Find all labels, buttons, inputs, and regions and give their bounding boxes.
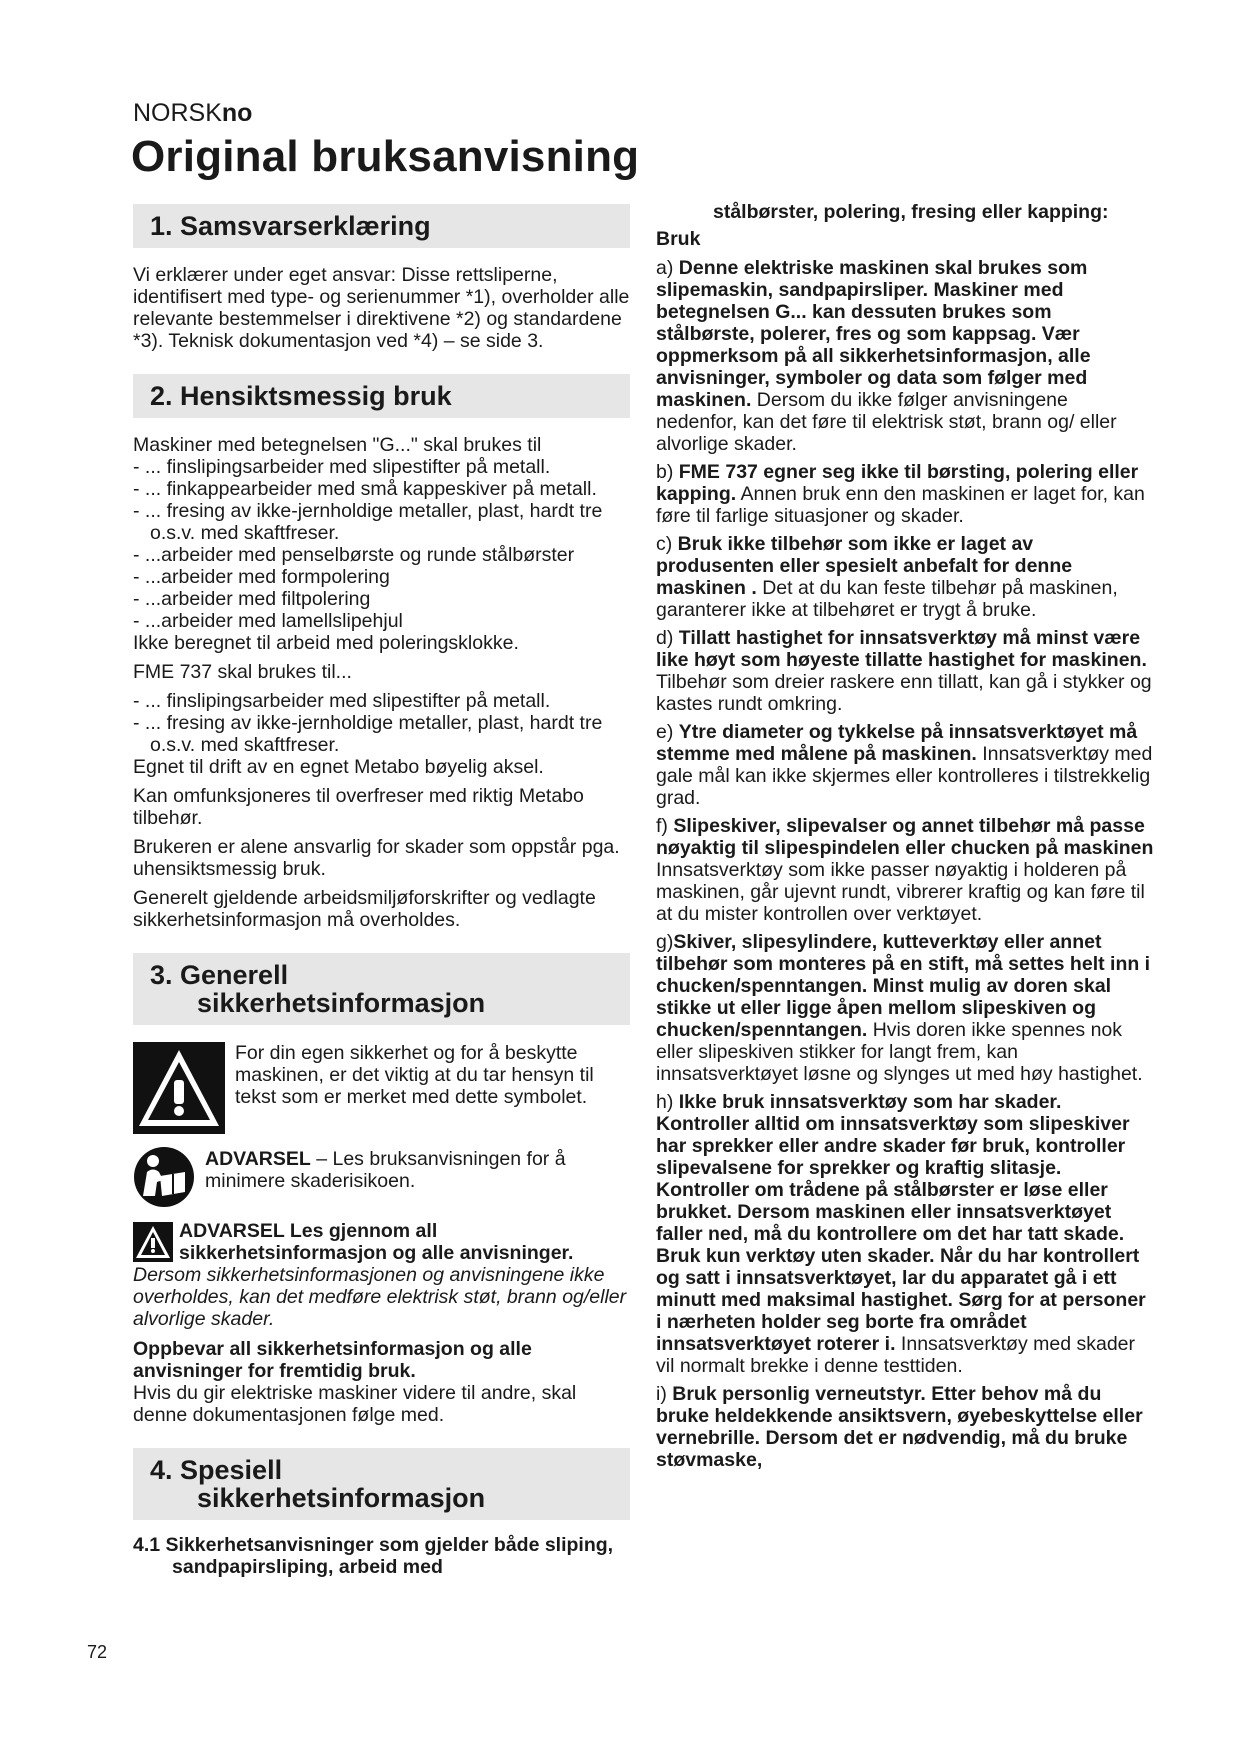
safety-item-a: a) Denne elektriske maskinen skal brukes som slipemaskin, sandpapirsliper. Maskiner med betegnelsen G... kan dessuten brukes som stålbørste, polerer, fres og som kappsag. Vær oppmerksom på all sikkerhetsinformasjon, alle anvisninger, symboler og data som følger med maskinen. Dersom du ikke følger anvisningene nedenfor, kan det føre til elektrisk støt, brann og/ eller alvorlige skader. (656, 257, 1117, 455)
usage-list-fme (133, 690, 630, 756)
usage-list-g (133, 456, 630, 632)
safety-symbol-block (133, 1042, 630, 1134)
read-manual-block (133, 1146, 630, 1208)
safety-item-i: i) Bruk personlig verneutstyr. Etter behov må du bruke heldekkende ansiktsvern, øyebeskyttelse eller vernebrille. Dersom det er nødvendig, må du bruke støvmaske, (656, 1383, 1143, 1471)
read-manual-icon (133, 1146, 195, 1208)
keep-instructions-heading: Oppbevar all sikkerhetsinformasjon og alle anvisninger for fremtidig bruk. (133, 1338, 532, 1382)
fme-intro: FME 737 skal brukes til... (133, 661, 352, 683)
safety-item-b: b) FME 737 egner seg ikke til børsting, polering eller kapping. Annen bruk enn den maskinen er laget for, kan føre til farlige situasjoner og skader. (656, 461, 1145, 527)
list-item: - ...arbeider med formpolering (133, 566, 390, 588)
section-heading-3-line1: 3. Generell (150, 960, 289, 990)
right-column (656, 201, 1154, 1477)
list-item: - ...arbeider med lamellslipehjul (133, 610, 403, 632)
advarsel-block (133, 1220, 630, 1330)
warning-triangle-icon (133, 1042, 225, 1134)
safety-item-h: h) Ikke bruk innsatsverktøy som har skader. Kontroller alltid om innsatsverktøy som slipeskiver har sprekker eller andre skader før bruk, kontroller slipevalsene for sprekker og kraftig slitasje. Kontroller om trådene på stålbørster er løse eller brukket. Dersom maskinen eller innsatsverktøyet faller ned, må du kontrollere om det har tatt skade. Bruk kun verktøy uten skader. Når du har kontrollert og satt i innsatsverktøyet, lar du apparatet gå i ett minutt med maksimal hastighet. Sørg for at personer i nærheten holder seg borte fra området innsatsverktøyet roterer i. Innsatsverktøy med skader vil normalt brekke i denne testtiden. (656, 1091, 1146, 1377)
section-2-paragraph: Kan omfunksjoneres til overfreser med riktig Metabo tilbehør. (133, 785, 584, 829)
list-item: - ... fresing av ikke-jernholdige metaller, plast, hardt tre o.s.v. med skaftfreser. (133, 712, 603, 756)
list-item: - ... finslipingsarbeider med slipestifter på metall. (133, 690, 551, 712)
subsection-continued: stålbørster, polering, fresing eller kapping: (713, 201, 1109, 223)
section-heading-3-line2: sikkerhetsinformasjon (197, 988, 486, 1018)
section-heading-2: 2. Hensiktsmessig bruk (133, 374, 630, 418)
safety-item-c: c) Bruk ikke tilbehør som ikke er laget av produsenten eller spesielt anbefalt for denne maskinen . Det at du kan feste tilbehør på maskinen, garanterer ikke at tilbehøret er trygt å bruke. (656, 533, 1118, 621)
safety-item-g: g)Skiver, slipesylindere, kutteverktøy eller annet tilbehør som monteres på en stift, må settes helt inn i chucken/spenntangen. Minst mulig av doren skal stikke ut eller ligge åpen mellom slipeskiven og chucken/spenntangen. Hvis doren ikke spennes nok eller slipeskiven stikker for langt frem, kan innsatsverktøyet løsne og slynges ut med høy hastighet. (656, 931, 1151, 1085)
advarsel-full-text: ADVARSEL Les gjennom all sikkerhetsinformasjon og alle anvisninger. Dersom sikkerhetsinformasjonen og anvisningene ikke overholdes, kan det medføre elektrisk støt, brann og/eller alvorlige skader. (133, 1220, 627, 1330)
language-label: NORSKno (133, 99, 253, 127)
section-2-paragraph: Egnet til drift av en egnet Metabo bøyelig aksel. (133, 756, 544, 778)
section-heading-4-line2: sikkerhetsinformasjon (197, 1483, 486, 1513)
section-2-paragraph: Generelt gjeldende arbeidsmiljøforskrifter og vedlagte sikkerhetsinformasjon må overholdes. (133, 887, 596, 931)
page-number: 72 (87, 1642, 108, 1662)
section-2-intro: Maskiner med betegnelsen "G..." skal brukes til (133, 434, 542, 456)
section-1-text: Vi erklærer under eget ansvar: Disse rettsliperne, identifisert med type- og serienummer *1), overholder alle relevante bestemmelser i direktivene *2) og standardene *3). Teknisk dokumentasjon ved *4) – se side 3. (133, 264, 630, 352)
section-heading-3 (133, 953, 630, 1025)
advarsel-read-manual: ADVARSEL – Les bruksanvisningen for å minimere skaderisikoen. (205, 1148, 566, 1192)
list-item: - ... finkappearbeider med små kappeskiver på metall. (133, 478, 597, 500)
safety-item-e: e) Ytre diameter og tykkelse på innsatsverktøyet må stemme med målene på maskinen. Innsatsverktøy med gale mål kan ikke skjermes eller kontrolleres i tilstrekkelig grad. (656, 721, 1153, 809)
section-heading-1: 1. Samsvarserklæring (133, 204, 630, 248)
safety-symbol-text: For din egen sikkerhet og for å beskytte maskinen, er det viktig at du tar hensyn til tekst som er merket med dette symbolet. (235, 1042, 594, 1108)
section-2-paragraph: Brukeren er alene ansvarlig for skader som oppstår pga. uhensiktsmessig bruk. (133, 836, 620, 880)
list-item: - ... finslipingsarbeider med slipestifter på metall. (133, 456, 551, 478)
not-for-text: Ikke beregnet til arbeid med poleringsklokke. (133, 632, 519, 654)
section-heading-4-line1: 4. Spesiell (150, 1455, 283, 1485)
list-item: - ...arbeider med penselbørste og runde stålbørster (133, 544, 575, 566)
small-warning-icon (133, 1222, 173, 1262)
list-item: - ... fresing av ikke-jernholdige metaller, plast, hardt tre o.s.v. med skaftfreser. (133, 500, 603, 544)
safety-item-d: d) Tillatt hastighet for innsatsverktøy må minst være like høyt som høyeste tillatte hastighet for maskinen. Tilbehør som dreier raskere enn tillatt, kan gå i stykker og kastes rundt omkring. (656, 627, 1152, 715)
document-title: Original bruksanvisning (131, 132, 640, 181)
section-heading-4 (133, 1448, 630, 1520)
subsection-4-1-heading: 4.1 Sikkerhetsanvisninger som gjelder både sliping, sandpapirsliping, arbeid med (133, 1534, 614, 1578)
safety-item-f: f) Slipeskiver, slipevalser og annet tilbehør må passe nøyaktig til slipespindelen eller chucken på maskinen Innsatsverktøy som ikke passer nøyaktig i holderen på maskinen, går ujevnt rundt, vibrerer kraftig og kan føre til at du mister kontrollen over verktøyet. (656, 815, 1154, 925)
keep-instructions-text: Hvis du gir elektriske maskiner videre til andre, skal denne dokumentasjonen følge med. (133, 1382, 577, 1426)
list-item: - ...arbeider med filtpolering (133, 588, 371, 610)
left-column (133, 200, 630, 1578)
bruk-heading: Bruk (656, 228, 701, 250)
